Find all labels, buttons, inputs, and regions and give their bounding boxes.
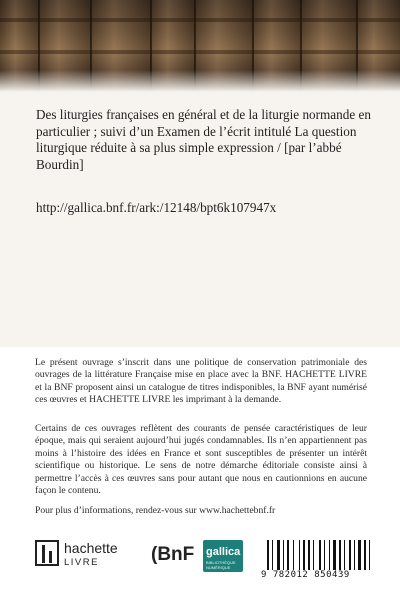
barcode-bar xyxy=(270,540,271,570)
book-title: Des liturgies françaises en général et de la liturgie normande en particulier ; suivi d’un Examen de l’écrit intitulé La question liturgique réduite à sa plus simple expression / [par l’abbé Bourdin] xyxy=(36,107,371,172)
more-info-text: Pour plus d’informations, rendez-vous sur www.hachettebnf.fr xyxy=(35,505,276,516)
spine-band xyxy=(0,18,400,22)
barcode-bar xyxy=(306,540,307,570)
hachette-sub: LIVRE xyxy=(64,557,99,568)
gallica-url: http://gallica.bnf.fr/ark:/12148/bpt6k107947x xyxy=(36,200,277,215)
barcode-bar xyxy=(290,540,292,570)
barcode-bar xyxy=(295,540,298,570)
description-paragraph-2: Certains de ces ouvrages reflètent des courants de pensée caractéristiques de leur époque, mais qui seraient aujourd’hui jugés condamnables. Ils n’en appartiennent pas moins à l’histoire des idées en France et sont susceptibles de présenter un intérêt scientifique ou historique. Le sens de notre démarche éditoriale consiste ainsi à permettre l’accès à ces œuvres sans pour autant que nous en cautionnions en aucune façon le contenu. xyxy=(35,423,367,497)
barcode-bar xyxy=(311,540,312,570)
barcode-bar xyxy=(303,540,305,570)
barcode-bar xyxy=(346,540,348,570)
barcode-bar xyxy=(285,540,286,570)
barcode-bar xyxy=(352,540,353,570)
photo-fade xyxy=(0,70,400,92)
barcode-bar xyxy=(329,540,330,570)
barcode-bar xyxy=(344,540,345,570)
barcode-bar xyxy=(287,540,289,570)
barcode-bar xyxy=(283,540,284,570)
spine-band xyxy=(0,50,400,54)
barcode-bar xyxy=(349,540,351,570)
barcode-bar xyxy=(319,540,321,570)
gallica-logo xyxy=(203,540,243,572)
barcode-number: 9 782012 850439 xyxy=(261,570,350,580)
book-spines-photo xyxy=(0,0,400,92)
barcode-bar xyxy=(339,540,341,570)
isbn-barcode xyxy=(261,540,380,580)
barcode-bar xyxy=(293,540,294,570)
barcode-bar xyxy=(367,540,368,570)
barcode-bar xyxy=(342,540,343,570)
barcode-bar xyxy=(362,540,363,570)
barcode-bar xyxy=(301,540,302,570)
barcode-bar xyxy=(322,540,323,570)
barcode-bar xyxy=(369,540,370,570)
barcode-bar xyxy=(371,540,373,570)
barcode-bar xyxy=(337,540,338,570)
barcode-bar xyxy=(354,540,355,570)
barcode-bar xyxy=(313,540,314,570)
gallica-word: gallica xyxy=(206,546,241,558)
description-paragraph-1: Le présent ouvrage s’inscrit dans une politique de conservation patrimoniale des ouvrages de la littérature Française mise en place avec la BNF. HACHETTE LIVRE et la BNF proposent ainsi un catalogue de titres indisponibles, la BNF ayant numérisé ces œuvres et HACHETTE LIVRE les imprimant à la demande. xyxy=(35,357,367,406)
barcode-bar xyxy=(272,540,273,570)
barcode-bar xyxy=(267,540,269,570)
barcode-bar xyxy=(324,540,325,570)
barcode-bar xyxy=(358,540,361,570)
barcode-bar xyxy=(277,540,280,570)
barcode-bar xyxy=(356,540,357,570)
barcode-bars-icon xyxy=(267,540,380,570)
hachette-word: hachette xyxy=(64,540,118,556)
hachette-livre-logo xyxy=(35,540,133,574)
barcode-bar xyxy=(308,540,310,570)
barcode-bar xyxy=(333,540,336,570)
back-text-panel xyxy=(0,347,400,600)
barcode-bar xyxy=(299,540,300,570)
barcode-bar xyxy=(274,540,276,570)
barcode-bar xyxy=(364,540,366,570)
barcode-bar xyxy=(331,540,332,570)
gallica-sub: BIBLIOTHÈQUE NUMÉRIQUE xyxy=(206,560,236,570)
bnf-logo: (BnF xyxy=(151,544,195,565)
publisher-logos xyxy=(35,540,385,580)
barcode-bar xyxy=(315,540,318,570)
barcode-bar xyxy=(281,540,282,570)
barcode-bar xyxy=(326,540,328,570)
hachette-mark-icon xyxy=(35,540,59,566)
